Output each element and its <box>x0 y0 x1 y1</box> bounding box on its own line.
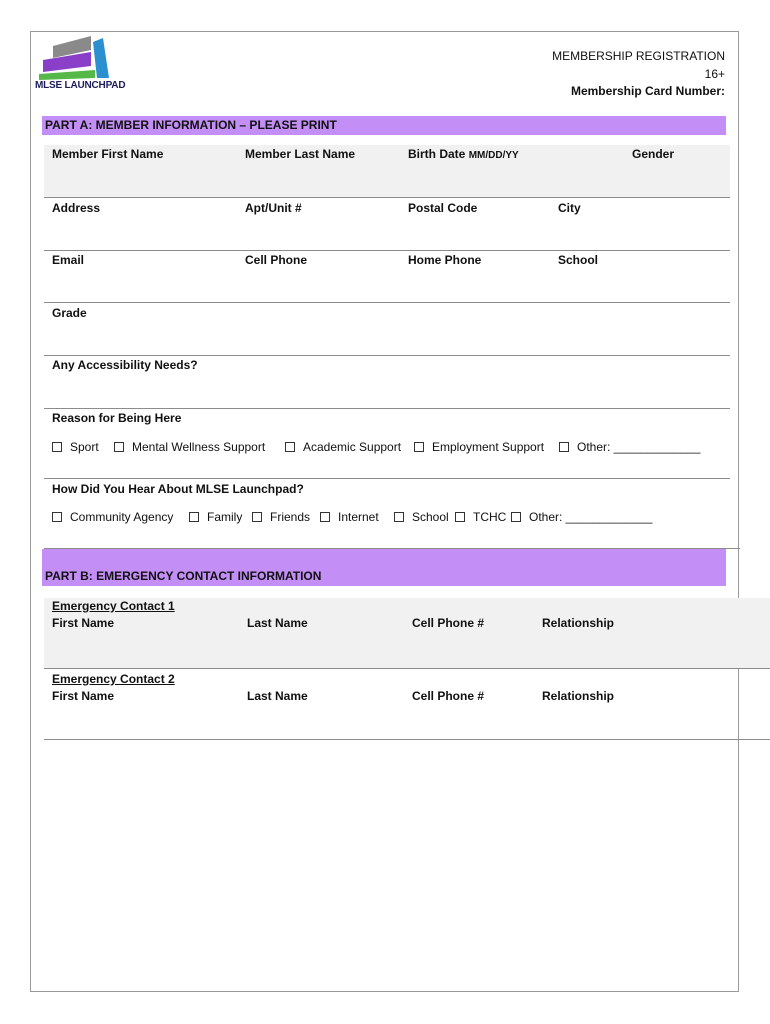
divider <box>44 355 730 356</box>
reason-option-employment[interactable]: Employment Support <box>414 440 544 454</box>
heard-option-friends[interactable]: Friends <box>252 510 310 524</box>
heard-option-internet[interactable]: Internet <box>320 510 379 524</box>
heard-option-tchc[interactable]: TCHC <box>455 510 506 524</box>
heard-about-label: How Did You Hear About MLSE Launchpad? <box>52 482 304 496</box>
cell-phone-label: Cell Phone <box>245 253 308 267</box>
member-first-name-label: Member First Name <box>52 147 164 161</box>
checkbox[interactable] <box>52 442 62 452</box>
contact1-last-name-label: Last Name <box>247 616 308 630</box>
heard-option-family[interactable]: Family <box>189 510 242 524</box>
part-a-header: PART A: MEMBER INFORMATION – PLEASE PRINT <box>42 116 726 135</box>
divider <box>44 408 730 409</box>
heard-option-other[interactable]: Other: _____________ <box>511 510 652 524</box>
contact1-first-name-label: First Name <box>52 616 115 630</box>
checkbox[interactable] <box>114 442 124 452</box>
member-last-name-label: Member Last Name <box>245 147 356 161</box>
contact1-relationship-label: Relationship <box>542 616 615 630</box>
checkbox[interactable] <box>559 442 569 452</box>
address-label: Address <box>52 201 101 215</box>
school-label: School <box>558 253 599 267</box>
emergency-contact-2-label: Emergency Contact 2 <box>52 672 175 686</box>
grade-label: Grade <box>52 306 87 320</box>
heard-option-school[interactable]: School <box>394 510 449 524</box>
reason-option-academic[interactable]: Academic Support <box>285 440 401 454</box>
contact1-cell-phone-label: Cell Phone # <box>412 616 485 630</box>
contact2-relationship-label: Relationship <box>542 689 615 703</box>
checkbox[interactable] <box>414 442 424 452</box>
checkbox[interactable] <box>285 442 295 452</box>
reason-option-mental-wellness[interactable]: Mental Wellness Support <box>114 440 265 454</box>
contact2-first-name-label: First Name <box>52 689 115 703</box>
contact2-cell-phone-label: Cell Phone # <box>412 689 485 703</box>
heard-option-community-agency[interactable]: Community Agency <box>52 510 173 524</box>
divider <box>44 478 730 479</box>
birth-date-label: Birth Date MM/DD/YY <box>408 147 519 161</box>
form-title: MEMBERSHIP REGISTRATION <box>552 49 725 63</box>
age-requirement: 16+ <box>704 67 725 81</box>
part-b-header: PART B: EMERGENCY CONTACT INFORMATION <box>42 549 726 586</box>
city-label: City <box>558 201 581 215</box>
divider <box>44 250 730 251</box>
divider <box>44 302 730 303</box>
contact2-last-name-label: Last Name <box>247 689 308 703</box>
emergency-contact-1-label: Emergency Contact 1 <box>52 599 175 613</box>
divider <box>44 668 770 669</box>
email-label: Email <box>52 253 85 267</box>
checkbox[interactable] <box>320 512 330 522</box>
reason-option-sport[interactable]: Sport <box>52 440 99 454</box>
reason-option-other[interactable]: Other: _____________ <box>559 440 700 454</box>
postal-code-label: Postal Code <box>408 201 478 215</box>
membership-card-number-label: Membership Card Number: <box>570 84 725 98</box>
home-phone-label: Home Phone <box>408 253 482 267</box>
reason-label: Reason for Being Here <box>52 411 182 425</box>
checkbox[interactable] <box>455 512 465 522</box>
checkbox[interactable] <box>511 512 521 522</box>
gender-label: Gender <box>632 147 675 161</box>
divider <box>44 197 730 198</box>
birth-date-format: MM/DD/YY <box>468 150 519 161</box>
logo-text: MLSE LAUNCHPAD <box>35 80 126 91</box>
accessibility-needs-label: Any Accessibility Needs? <box>52 358 198 372</box>
divider <box>44 739 770 740</box>
checkbox[interactable] <box>189 512 199 522</box>
checkbox[interactable] <box>394 512 404 522</box>
checkbox[interactable] <box>52 512 62 522</box>
checkbox[interactable] <box>252 512 262 522</box>
apt-unit-label: Apt/Unit # <box>245 201 302 215</box>
